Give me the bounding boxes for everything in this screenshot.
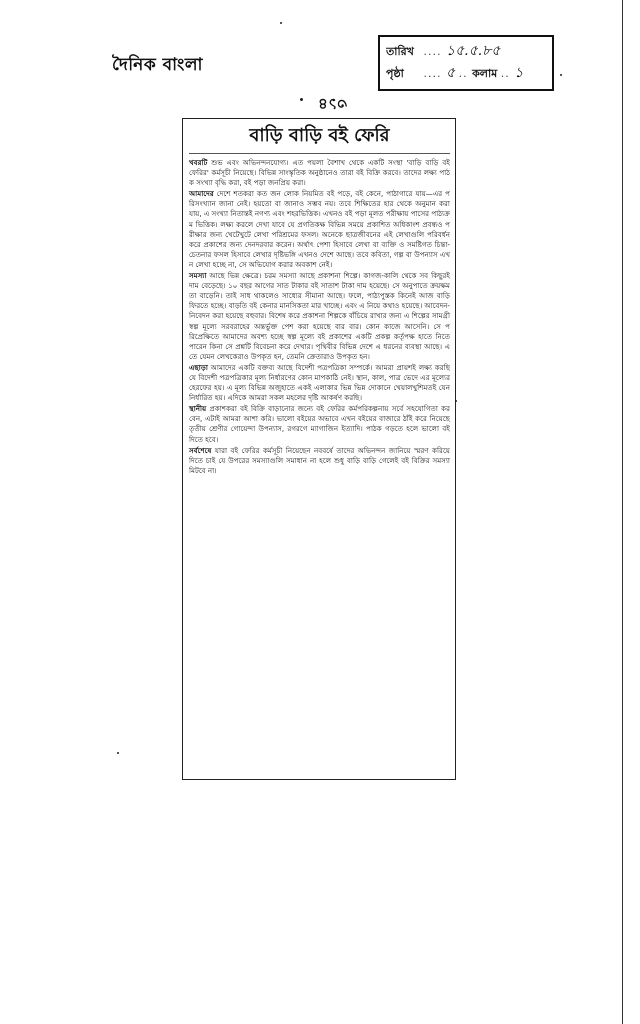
paragraph-text: যারা বই ফেরির কর্মসূচী নিয়েছেন নববর্ষে তাদের অভিনন্দন জানিয়ে স্মরণ করিয়ে দিতে চাই যে উপরের সমস্যাগুলি সমাধান না হলে শুধু বাড়ি বাড়ি গেলেই বই বিক্রির সমস্যা মিটবে না। xyxy=(189,445,450,475)
paragraph-text: প্রকাশকরা বই বিক্রি বাড়ানোর জন্যে বই ফেরির কর্মপরিকল্পনায় সর্বে সহযোগিতা করবেন, এটাই আমরা আশা করি। ভালো বইয়ের অভাবে এখন বইয়ের বাজারে ঠাঁই করে নিয়েছে তৃতীয় শ্রেণীর গোয়েন্দা উপন্যাস, রগরগে ম্যাগাজিন ইত্যাদি। পাঠক গড়তে হলে ভালো বই দিতে হবে। xyxy=(189,404,450,444)
scan-speck xyxy=(455,400,457,402)
stamp-dots: .... xyxy=(423,67,446,80)
scan-speck xyxy=(117,752,119,754)
scan-edge-line xyxy=(622,0,623,1024)
stamp-date-label: তারিখ xyxy=(386,45,414,58)
stamp-dots: .. xyxy=(458,67,473,80)
stamp-page-row xyxy=(386,62,546,84)
paragraph-text: আছে ভিন্ন ক্ষেত্রে। চরম সমস্যা আছে প্রকাশনা শিল্পে। কাগজ-কালি থেকে সব কিছুরই দাম বেড়েছে। ১০ বছর আগের সাত টাকার বই সাতাশ টাকা দাম হয়েছে। সে অনুপাতে ক্রয়ক্ষমতা বাড়েনি। তাই সাধ থাকলেও সাধ্যের সীমানা আছে। ফলে, পাঠ্যপুস্তক কিনেই আজ বাড়ি ফিরতে হচ্ছে। বাড়তি বই কেনার মানসিকতা মার খাচ্ছে। এবং এ নিয়ে কথাও হয়েছে। আবেদন-নিবেদন করা হয়েছে বহুবার। বিশেষ করে প্রকাশনা শিল্পকে বাঁচিয়ে রাখার জন্য এ শিল্পের সামগ্রী স্বল্প মূল্যে সরবরাহের অন্তর্ভুক্ত পেশ করা হয়েছে বার বার। কোন কাজে আসেনি। সে পরিপ্রেক্ষিতে আমাদের অবশ্য হচ্ছে স্বল্প মূল্যে বই প্রকাশের একটি প্রকল্প কর্তৃপক্ষ হাতে নিতে পারেন কিনা সে প্রশ্নটি বিবেচনা করে দেখার। পৃথিবীর বিভিন্ন দেশে এ ধরনের ব্যবস্থা আছে। এতে যেমন লেখকেরাও উপকৃত হন, তেমনি ক্রেতারাও উপকৃত হন। xyxy=(189,271,450,361)
paragraph-lead: আমাদের xyxy=(189,189,214,199)
paragraph-lead: খবরটি xyxy=(189,158,208,167)
page-number: ৩১৪ xyxy=(318,95,348,113)
stamp-page-label: পৃষ্ঠা xyxy=(386,67,404,80)
stamp-page-value: ৫ xyxy=(445,65,456,81)
newspaper-name: দৈনিক বাংলা xyxy=(112,55,203,75)
article-paragraph xyxy=(189,446,450,476)
scan-speck xyxy=(280,22,282,24)
paragraph-lead: সর্বশেষে xyxy=(189,445,212,455)
stamp-dots: .... xyxy=(423,45,446,58)
article-paragraph xyxy=(189,271,450,362)
stamp-date-value: ১৫.৫.৮৫ xyxy=(445,43,501,59)
article-headline: বাড়ি বাড়ি বই ফেরি xyxy=(189,123,450,154)
stamp-column-value: ১ xyxy=(514,65,524,81)
newspaper-clipping xyxy=(182,118,456,780)
article-paragraph xyxy=(189,363,450,403)
stamp-dots: .. xyxy=(500,67,515,80)
paragraph-lead: স্থানীয় xyxy=(189,404,207,414)
paragraph-lead: সমস্যা xyxy=(189,271,207,281)
paragraph-text: শুভ এবং অভিনন্দনযোগ্য। এত পয়লা বৈশাখ থেকে একটি সংস্থা 'বাড়ি বাড়ি বই ফেরির' কর্মসূচী নিয়েছে। বিভিন্ন সাংস্কৃতিক অনুষ্ঠানেও তারা বই বিক্রি করবে। তাদের লক্ষ্য পাঠক সংখ্যা বৃদ্ধি করা, বই পড়া জনপ্রিয় করা। xyxy=(189,158,450,188)
paragraph-text: দেশে শতকরা কত জন লোক নিয়মিত বই পড়ে, বই কেনে, পাঠাগারে যায়—এর পরিসংখ্যান জানা নেই। হয়তো বা জানাও সম্ভব নয়। তবে শিক্ষিতের হার থেকে অনুমান করা যায়, এ সংখ্যা নিতান্তই নগণ্য এবং শহরভিত্তিক। এখনও বই পড়া মূলত পরীক্ষায় পাসের পাঠ্যক্রম ভিত্তিক। লক্ষ্য করলে দেখা যাবে যে প্রগতিকক্ষ বিভিন্ন সময়ে প্রকাশিত অধিকাংশ প্রবন্ধও পরীক্ষার জন্য খেটেখুটে লেখা পরিশ্রমের ফসল। অনেকে ছাত্রজীবনের এই লেখাগুলি পরিবর্ধন করে প্রকাশের জন্য দেনদরবার করেন। অর্থাৎ পেশা হিসাবে লেখা বা ব্যক্তি ও সমষ্টিগত চিন্তা-চেতনার ফসল হিসাবে লেখার দৃষ্টিভঙ্গি এখনও দেশে আছে। তবে কবিতা, গল্প বা উপন্যাস এখন লেখা হচ্ছে না, সে অভিযোগ করার অবকাশ নেই। xyxy=(189,189,450,269)
article-paragraph xyxy=(189,189,450,270)
scan-speck xyxy=(560,74,562,76)
scan-speck xyxy=(300,98,303,101)
stamp-date-row xyxy=(386,40,546,62)
paragraph-text: আমাদের একটি বক্তব্য আছে বিদেশী পত্রপত্রিকা সম্পর্কে। আমরা প্রায়শই লক্ষ্য করছি যে বিদেশী পত্রপত্রিকার মূল্য নির্ধারণের কোন মাপকাঠি নেই। স্থান, কাল, পাত্র ভেদে এর মূল্যের হেরফের হয়। এ মূল্য বিভিন্ন অজুহাতে একই এলাকার ভিন্ন ভিন্ন দোকানে খেয়ালখুশিমতই যেন নির্ধারিত হয়। এদিকে আমরা সকল মহলের দৃষ্টি আকর্ষণ করছি। xyxy=(189,362,450,403)
date-stamp xyxy=(378,35,554,91)
article-paragraph xyxy=(189,158,450,188)
paragraph-lead: এছাড়া xyxy=(189,362,208,372)
article-body xyxy=(189,158,450,476)
article-paragraph xyxy=(189,404,450,444)
stamp-column-label: কলাম xyxy=(472,67,498,80)
